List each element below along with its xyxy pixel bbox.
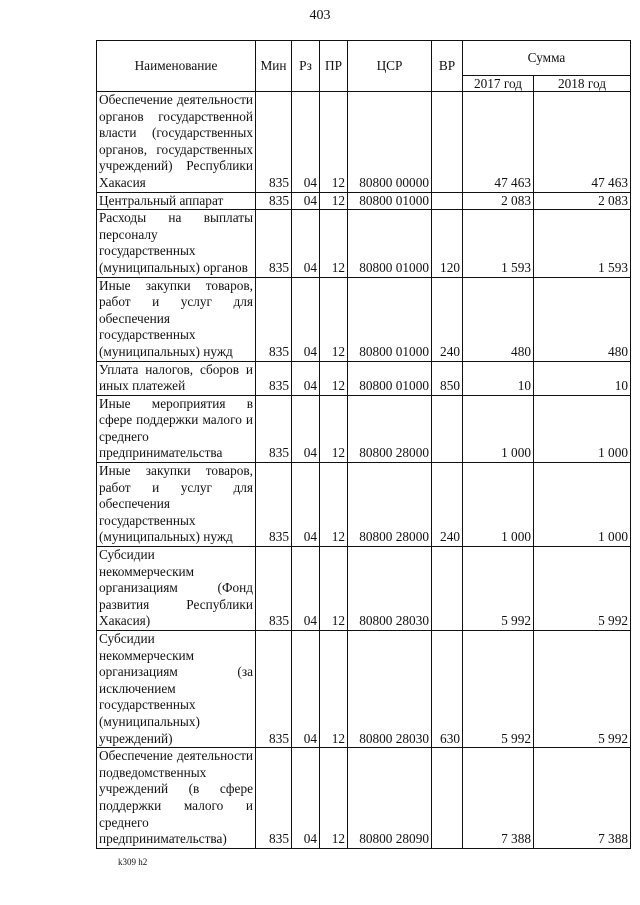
- cell-y2018: 5 992: [534, 631, 631, 748]
- cell-rz: 04: [292, 631, 320, 748]
- cell-y2018: 5 992: [534, 547, 631, 631]
- page-number: 403: [309, 8, 331, 23]
- cell-csr: 80800 01000: [348, 361, 432, 395]
- cell-pr: 12: [320, 463, 348, 547]
- cell-y2017: 1 000: [463, 395, 534, 462]
- cell-min: 835: [256, 192, 292, 210]
- cell-csr: 80800 01000: [348, 192, 432, 210]
- cell-y2018: 47 463: [534, 92, 631, 193]
- cell-min: 835: [256, 361, 292, 395]
- cell-min: 835: [256, 547, 292, 631]
- cell-name: Иные мероприятия в сфере поддержки малого и среднего предпринимательства: [97, 395, 256, 462]
- col-header-2018: 2018 год: [534, 76, 631, 92]
- cell-csr: 80800 00000: [348, 92, 432, 193]
- cell-vr: 630: [432, 631, 463, 748]
- cell-y2017: 5 992: [463, 631, 534, 748]
- cell-pr: 12: [320, 748, 348, 849]
- table-row: [97, 192, 631, 210]
- cell-y2018: 480: [534, 277, 631, 361]
- cell-name: Иные закупки товаров, работ и услуг для обеспечения государственных (муниципальных) нужд: [97, 277, 256, 361]
- col-header-name: Наименование: [97, 41, 256, 92]
- cell-y2018: 2 083: [534, 192, 631, 210]
- cell-csr: 80800 28030: [348, 631, 432, 748]
- cell-pr: 12: [320, 192, 348, 210]
- cell-pr: 12: [320, 547, 348, 631]
- cell-vr: 120: [432, 210, 463, 277]
- table-body: [97, 92, 631, 849]
- cell-pr: 12: [320, 92, 348, 193]
- col-header-pr: ПР: [320, 41, 348, 92]
- cell-min: 835: [256, 463, 292, 547]
- cell-name: Обеспечение деятельности подведомственных учреждений (в сфере поддержки малого и среднего предпринимательства): [97, 748, 256, 849]
- table-row: [97, 277, 631, 361]
- cell-name: Субсидии некоммерческим организациям (Фонд развития Республики Хакасия): [97, 547, 256, 631]
- cell-vr: [432, 92, 463, 193]
- cell-rz: 04: [292, 748, 320, 849]
- cell-name: Расходы на выплаты персоналу государственных (муниципальных) органов: [97, 210, 256, 277]
- cell-y2018: 10: [534, 361, 631, 395]
- cell-vr: [432, 395, 463, 462]
- table-header: [97, 41, 631, 92]
- cell-min: 835: [256, 631, 292, 748]
- cell-y2017: 10: [463, 361, 534, 395]
- table-row: [97, 361, 631, 395]
- col-header-sum: Сумма: [463, 41, 631, 76]
- cell-y2017: 1 593: [463, 210, 534, 277]
- cell-rz: 04: [292, 395, 320, 462]
- cell-min: 835: [256, 210, 292, 277]
- cell-name: Субсидии некоммерческим организациям (за исключением государственных (муниципальных) учреждений): [97, 631, 256, 748]
- cell-y2017: 47 463: [463, 92, 534, 193]
- cell-name: Обеспечение деятельности органов государственной власти (государственных органов, государственных учреждений) Республики Хакасия: [97, 92, 256, 193]
- cell-min: 835: [256, 92, 292, 193]
- cell-vr: 240: [432, 277, 463, 361]
- budget-table: [96, 40, 631, 849]
- cell-vr: [432, 748, 463, 849]
- cell-y2018: 1 000: [534, 463, 631, 547]
- cell-y2017: 2 083: [463, 192, 534, 210]
- cell-vr: [432, 192, 463, 210]
- col-header-csr: ЦСР: [348, 41, 432, 92]
- table-row: [97, 631, 631, 748]
- table-row: [97, 92, 631, 193]
- cell-name: Уплата налогов, сборов и иных платежей: [97, 361, 256, 395]
- cell-name: Иные закупки товаров, работ и услуг для обеспечения государственных (муниципальных) нужд: [97, 463, 256, 547]
- cell-rz: 04: [292, 210, 320, 277]
- cell-csr: 80800 28000: [348, 395, 432, 462]
- cell-y2017: 7 388: [463, 748, 534, 849]
- cell-name: Центральный аппарат: [97, 192, 256, 210]
- cell-csr: 80800 28030: [348, 547, 432, 631]
- col-header-vr: ВР: [432, 41, 463, 92]
- cell-vr: [432, 547, 463, 631]
- cell-vr: 850: [432, 361, 463, 395]
- cell-rz: 04: [292, 277, 320, 361]
- col-header-min: Мин: [256, 41, 292, 92]
- table-row: [97, 748, 631, 849]
- cell-csr: 80800 28090: [348, 748, 432, 849]
- cell-pr: 12: [320, 395, 348, 462]
- cell-csr: 80800 01000: [348, 277, 432, 361]
- cell-pr: 12: [320, 277, 348, 361]
- cell-csr: 80800 01000: [348, 210, 432, 277]
- cell-rz: 04: [292, 463, 320, 547]
- table-row: [97, 463, 631, 547]
- cell-y2018: 1 000: [534, 395, 631, 462]
- cell-y2017: 1 000: [463, 463, 534, 547]
- table-row: [97, 547, 631, 631]
- cell-rz: 04: [292, 92, 320, 193]
- cell-vr: 240: [432, 463, 463, 547]
- cell-rz: 04: [292, 547, 320, 631]
- table-row: [97, 210, 631, 277]
- cell-y2017: 480: [463, 277, 534, 361]
- cell-pr: 12: [320, 361, 348, 395]
- cell-rz: 04: [292, 361, 320, 395]
- cell-y2018: 7 388: [534, 748, 631, 849]
- cell-pr: 12: [320, 210, 348, 277]
- cell-y2018: 1 593: [534, 210, 631, 277]
- cell-csr: 80800 28000: [348, 463, 432, 547]
- table-row: [97, 395, 631, 462]
- cell-min: 835: [256, 748, 292, 849]
- cell-y2017: 5 992: [463, 547, 534, 631]
- cell-min: 835: [256, 395, 292, 462]
- cell-rz: 04: [292, 192, 320, 210]
- cell-pr: 12: [320, 631, 348, 748]
- col-header-2017: 2017 год: [463, 76, 534, 92]
- footer-code: k309 h2: [118, 857, 148, 867]
- cell-min: 835: [256, 277, 292, 361]
- col-header-rz: Рз: [292, 41, 320, 92]
